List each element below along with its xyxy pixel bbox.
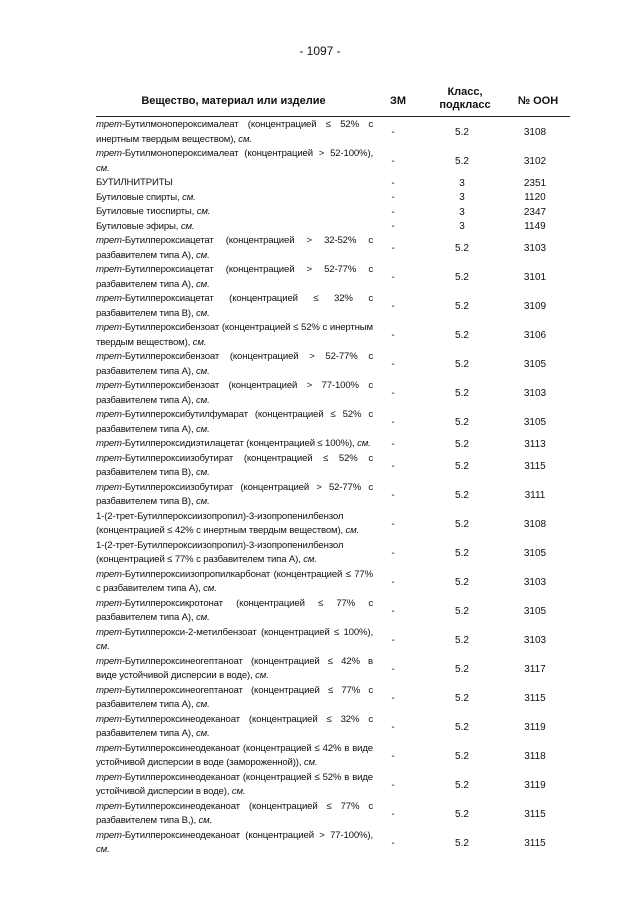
- substance-see-also: см.: [196, 278, 210, 290]
- substance-name: Бутилпероксинеодеканоат (концентрацией > 77-100%),: [124, 829, 373, 841]
- substance-name: Бутиловые эфиры,: [96, 220, 181, 232]
- table-row: [96, 800, 570, 829]
- substance-cell: [96, 829, 373, 858]
- substance-see-also: см.: [196, 728, 210, 739]
- substance-name: Бутилпероксиацетат (концентрацией > 52-77% с разбавителем типа А),: [96, 264, 373, 290]
- un-number-cell: 3102: [523, 156, 547, 167]
- class-cell: 3: [459, 192, 465, 204]
- un-number-cell: 3117: [524, 663, 546, 675]
- substance-cell: [96, 510, 373, 539]
- substance-cell: [96, 684, 373, 713]
- substance-prefix: трет-: [96, 409, 125, 420]
- substance-prefix: трет-: [96, 293, 125, 304]
- substance-cell: [96, 350, 373, 379]
- un-number-cell: 3118: [524, 750, 546, 762]
- table-row: [96, 684, 570, 713]
- em-cell: -: [391, 808, 395, 820]
- substance-cell: [96, 176, 373, 191]
- substance-cell: [96, 655, 373, 684]
- table-row: [96, 350, 570, 379]
- substance-prefix: трет-: [96, 597, 125, 609]
- class-cell: 5.2: [455, 634, 469, 646]
- em-cell: -: [391, 750, 395, 762]
- substance-name: Бутилпероксибензоат (концентрацией ≤ 52% с инертным твердым веществом),: [96, 322, 373, 348]
- substance-name: Бутиловые спирты,: [96, 191, 183, 203]
- table-row: [96, 742, 570, 771]
- un-number-cell: 3115: [524, 808, 546, 820]
- substance-prefix: трет-: [96, 771, 125, 783]
- class-cell: 5.2: [455, 127, 469, 138]
- substance-cell: [96, 800, 373, 829]
- substance-cell: [96, 263, 373, 292]
- substance-cell: [96, 771, 373, 800]
- em-cell: -: [391, 127, 395, 138]
- un-number-cell: 3103: [523, 634, 547, 646]
- class-cell: 5.2: [455, 547, 469, 559]
- substance-name: Бутилпероксиизобутират (концентрацией > 52-77% с разбавителем типа В),: [96, 481, 373, 507]
- un-number-cell: 3115: [524, 837, 546, 849]
- table-row: [96, 539, 570, 568]
- class-cell: 5.2: [455, 460, 469, 472]
- un-number-cell: 3105: [523, 359, 547, 370]
- table-row: [96, 191, 570, 206]
- substance-name: Бутилпероксибензоат (концентрацией > 52-77% с разбавителем типа А),: [96, 351, 373, 377]
- substance-name: Бутилпероксибутилфумарат (концентрацией ≤ 52% с разбавителем типа А),: [96, 409, 373, 435]
- substance-cell: [96, 539, 373, 568]
- substance-see-also: см.: [303, 757, 318, 768]
- substance-prefix: трет-: [96, 264, 125, 275]
- class-cell: 5.2: [455, 576, 469, 588]
- substance-see-also: см.: [192, 336, 207, 348]
- substance-see-also: см.: [196, 206, 211, 217]
- un-number-cell: 3113: [524, 438, 546, 450]
- substance-see-also: см.: [196, 699, 210, 710]
- class-cell: 5.2: [455, 330, 469, 341]
- em-cell: -: [391, 192, 395, 204]
- substance-name: БУТИЛНИТРИТЫ: [96, 177, 173, 188]
- class-cell: 5.2: [455, 156, 469, 167]
- table-row: [96, 205, 570, 220]
- substance-cell: [96, 626, 373, 655]
- un-number-cell: 3105: [523, 417, 547, 428]
- substance-cell: [96, 321, 373, 350]
- table-row: [96, 408, 570, 437]
- class-cell: 5.2: [455, 605, 469, 617]
- un-number-cell: 3101: [523, 272, 547, 283]
- substance-see-also: см.: [96, 844, 110, 855]
- substance-name: 1-(2-трет-Бутилпероксиизопропил)-3-изопропенилбензол (концентрацией ≤ 77% с разбавителем типа А),: [96, 539, 344, 565]
- substance-name: Бутилпероксинеогептаноат (концентрацией ≤ 77% с разбавителем типа А),: [96, 684, 373, 710]
- header-class: Класс, подкласс: [439, 86, 491, 111]
- em-cell: -: [391, 489, 395, 501]
- table-row: [96, 626, 570, 655]
- substance-see-also: см.: [196, 365, 210, 377]
- substance-name: Бутилпероксинеодеканоат (концентрацией ≤ 32% с разбавителем типа А),: [96, 713, 373, 739]
- substance-cell: [96, 379, 373, 408]
- substance-prefix: трет-: [96, 829, 125, 841]
- substance-cell: [96, 292, 373, 321]
- em-cell: -: [391, 547, 395, 559]
- substance-name: Бутилпероксиацетат (концентрацией ≤ 32% с разбавителем типа В),: [96, 293, 373, 319]
- substance-see-also: см.: [196, 496, 210, 507]
- substance-cell: [96, 481, 373, 510]
- un-number-cell: 3103: [523, 576, 547, 588]
- em-cell: -: [391, 438, 395, 450]
- substance-cell: [96, 568, 373, 597]
- substance-see-also: см.: [196, 467, 210, 478]
- em-cell: -: [391, 460, 395, 472]
- substance-see-also: см.: [198, 815, 213, 826]
- substance-prefix: трет-: [96, 568, 125, 580]
- class-cell: 5.2: [455, 518, 469, 530]
- em-cell: -: [391, 663, 395, 675]
- table-row: [96, 220, 570, 235]
- class-cell: 3: [459, 177, 465, 189]
- substance-see-also: см.: [96, 641, 110, 652]
- header-rule: [96, 116, 570, 117]
- substance-cell: [96, 408, 373, 437]
- class-cell: 3: [459, 206, 465, 218]
- header-em: ЗМ: [389, 95, 407, 107]
- table-row: [96, 176, 570, 191]
- class-cell: 5.2: [455, 721, 469, 733]
- un-number-cell: 3103: [523, 388, 547, 399]
- substance-see-also: см.: [196, 394, 210, 406]
- substance-name: Бутилперокси-2-метилбензоат (концентрацией ≤ 100%),: [124, 626, 373, 638]
- table-row: [96, 379, 570, 408]
- table-row: [96, 568, 570, 597]
- em-cell: -: [391, 837, 395, 849]
- table-row: [96, 292, 570, 321]
- substance-see-also: см.: [182, 191, 196, 203]
- substance-cell: [96, 234, 373, 263]
- un-number-cell: 3108: [523, 127, 547, 138]
- em-cell: -: [391, 221, 395, 233]
- substance-name: Бутилмонопероксималеат (концентрацией ≤ 52% с инертным твердым веществом),: [96, 119, 373, 145]
- table-row: [96, 234, 570, 263]
- table-body: [96, 118, 570, 858]
- substance-prefix: трет-: [96, 481, 125, 493]
- class-cell: 5.2: [455, 837, 469, 849]
- em-cell: -: [391, 576, 395, 588]
- un-number-cell: 3103: [523, 243, 547, 254]
- un-number-cell: 3105: [523, 547, 547, 559]
- em-cell: -: [391, 605, 395, 617]
- em-cell: -: [391, 177, 395, 189]
- substance-name: Бутилпероксинеодеканоат (концентрацией ≤ 42% в виде устойчивой дисперсии в воде (замороженной)),: [96, 742, 373, 768]
- substance-prefix: трет-: [96, 800, 125, 812]
- page-number: - 1097 -: [299, 44, 341, 58]
- table-row: [96, 597, 570, 626]
- class-cell: 5.2: [455, 438, 469, 450]
- class-cell: 5.2: [455, 272, 469, 283]
- em-cell: -: [391, 721, 395, 733]
- substance-name: Бутилпероксибензоат (концентрацией > 77-100% с разбавителем типа А),: [96, 380, 373, 406]
- substance-prefix: трет-: [96, 119, 125, 130]
- un-number-cell: 3106: [523, 330, 547, 341]
- un-number-cell: 3105: [523, 605, 547, 617]
- substance-prefix: трет-: [96, 235, 125, 246]
- substance-see-also: см.: [345, 525, 360, 536]
- header-un-number: № ООН: [517, 95, 559, 107]
- substance-cell: [96, 118, 373, 147]
- substance-prefix: трет-: [96, 452, 125, 464]
- substance-see-also: см.: [96, 162, 110, 174]
- substance-see-also: см.: [196, 249, 210, 261]
- substance-prefix: трет-: [96, 322, 125, 333]
- substance-see-also: см.: [196, 423, 210, 435]
- em-cell: -: [391, 330, 395, 341]
- table-row: [96, 321, 570, 350]
- em-cell: -: [391, 634, 395, 646]
- un-number-cell: 3115: [524, 692, 546, 704]
- substance-name: Бутилпероксидиэтилацетат (концентрацией ≤ 100%),: [124, 438, 358, 449]
- class-cell: 5.2: [455, 779, 469, 791]
- un-number-cell: 1120: [524, 192, 546, 204]
- substance-prefix: трет-: [96, 655, 125, 667]
- class-cell: 5.2: [455, 301, 469, 312]
- substance-cell: [96, 452, 373, 481]
- substance-name: Бутилпероксинеодеканоат (концентрацией ≤ 52% в виде устойчивой дисперсии в воде),: [96, 771, 373, 797]
- substance-cell: [96, 205, 373, 220]
- substance-see-also: см.: [255, 670, 269, 681]
- table-row: [96, 147, 570, 176]
- class-cell: 5.2: [455, 663, 469, 675]
- em-cell: -: [391, 243, 395, 254]
- em-cell: -: [391, 779, 395, 791]
- un-number-cell: 2347: [523, 206, 547, 218]
- substance-see-also: см.: [303, 554, 317, 565]
- substance-prefix: трет-: [96, 351, 125, 362]
- substance-see-also: см.: [357, 438, 371, 449]
- substance-name: Бутилпероксиацетат (концентрацией > 32-52% с разбавителем типа А),: [96, 235, 373, 261]
- un-number-cell: 3119: [524, 779, 546, 791]
- table-row: [96, 437, 570, 452]
- class-cell: 5.2: [455, 417, 469, 428]
- substance-prefix: трет-: [96, 626, 125, 638]
- class-cell: 5.2: [455, 243, 469, 254]
- table-row: [96, 713, 570, 742]
- class-cell: 5.2: [455, 489, 469, 501]
- un-number-cell: 3111: [524, 489, 546, 501]
- class-cell: 5.2: [455, 808, 469, 820]
- substance-name: Бутилпероксикротонат (концентрацией ≤ 77% с разбавителем типа А),: [96, 597, 373, 623]
- table-row: [96, 510, 570, 539]
- substance-name: 1-(2-трет-Бутилпероксиизопропил)-3-изопропенилбензол (концентрацией ≤ 42% с инертным твердым веществом),: [96, 510, 346, 536]
- substance-name: Бутилпероксинеогептаноат (концентрацией ≤ 42% в виде устойчивой дисперсии в воде),: [96, 655, 373, 681]
- substance-name: Бутилмонопероксималеат (концентрацией > 52-100%),: [124, 148, 373, 159]
- em-cell: -: [391, 206, 395, 218]
- table-header: [96, 86, 561, 114]
- substance-see-also: см.: [203, 583, 217, 594]
- substance-prefix: трет-: [96, 380, 125, 391]
- substance-cell: [96, 220, 373, 235]
- substance-name: Бутилпероксиизобутират (концентрацией ≤ 52% с разбавителем типа В),: [96, 452, 373, 478]
- em-cell: -: [391, 388, 395, 399]
- un-number-cell: 1149: [524, 221, 546, 233]
- table-row: [96, 481, 570, 510]
- substance-see-also: см.: [196, 612, 210, 623]
- em-cell: -: [391, 518, 395, 530]
- substance-cell: [96, 147, 373, 176]
- substance-name: Бутилпероксинеодеканоат (концентрацией ≤ 77% с разбавителем типа В,),: [96, 800, 373, 826]
- table-row: [96, 452, 570, 481]
- header-substance: Вещество, материал или изделие: [141, 95, 326, 107]
- substance-see-also: см.: [196, 307, 210, 319]
- un-number-cell: 3119: [524, 721, 546, 733]
- substance-prefix: трет-: [96, 713, 125, 725]
- table-row: [96, 771, 570, 800]
- table-row: [96, 263, 570, 292]
- table-row: [96, 655, 570, 684]
- substance-see-also: см.: [180, 220, 195, 232]
- em-cell: -: [391, 156, 395, 167]
- class-cell: 5.2: [455, 750, 469, 762]
- substance-name: Бутилпероксиизопропилкарбонат (концентрацией ≤ 77% с разбавителем типа А),: [96, 568, 373, 594]
- substance-cell: [96, 437, 373, 452]
- un-number-cell: 3115: [524, 460, 546, 472]
- substance-prefix: трет-: [96, 148, 125, 159]
- em-cell: -: [391, 417, 395, 428]
- substance-cell: [96, 713, 373, 742]
- substance-cell: [96, 742, 373, 771]
- em-cell: -: [391, 692, 395, 704]
- substance-name: Бутиловые тиоспирты,: [96, 206, 197, 217]
- class-cell: 5.2: [455, 388, 469, 399]
- un-number-cell: 2351: [523, 177, 547, 189]
- em-cell: -: [391, 359, 395, 370]
- class-cell: 3: [459, 221, 465, 233]
- table-row: [96, 118, 570, 147]
- un-number-cell: 3108: [523, 518, 547, 530]
- substance-prefix: трет-: [96, 742, 125, 754]
- substance-see-also: см.: [238, 133, 252, 145]
- substance-cell: [96, 191, 373, 206]
- un-number-cell: 3109: [523, 301, 547, 312]
- substance-prefix: трет-: [96, 438, 125, 449]
- table-row: [96, 829, 570, 858]
- em-cell: -: [391, 272, 395, 283]
- substance-prefix: трет-: [96, 684, 125, 696]
- em-cell: -: [391, 301, 395, 312]
- substance-cell: [96, 597, 373, 626]
- class-cell: 5.2: [455, 359, 469, 370]
- class-cell: 5.2: [455, 692, 469, 704]
- substance-see-also: см.: [231, 786, 246, 797]
